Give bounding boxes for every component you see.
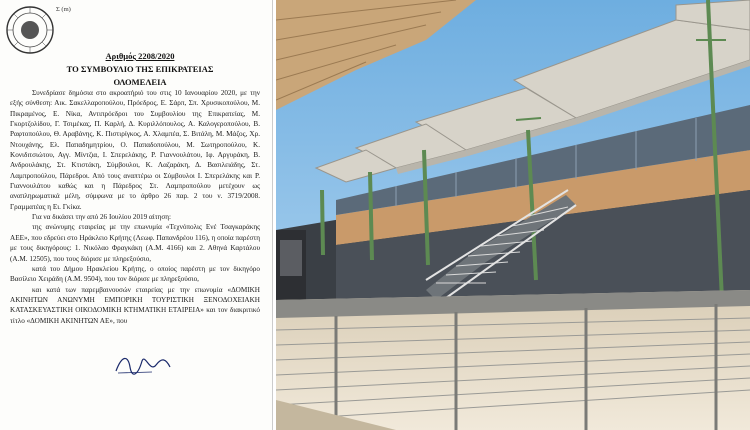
document-body — [10, 88, 260, 326]
stamp-label: Σ (m) — [56, 6, 71, 13]
court-document — [0, 0, 273, 430]
building-photo — [276, 0, 750, 430]
paragraph-petition: Για να δικάσει την από 26 Ιουλίου 2019 αίτηση: — [32, 213, 172, 222]
paragraph-respondent: κατά του Δήμου Ηρακλείου Κρήτης, ο οποίος παρέστη με τον δικηγόρο Βασίλειο Χειράδη (Α.Μ. 9504), που τον διόρισε με πληρεξούσιο, — [10, 264, 260, 284]
paragraph-composition: Συνεδρίασε δημόσια στο ακροατήριό του στις 10 Ιανουαρίου 2020, με την εξής σύνθεση: Αικ. Σακελλαροπούλου, Πρόεδρος, Ε. Σάρπ, Σπ. Χρυσικοπούλου, Μ. Πικραμένος, Ε. Νίκα, Αντιπρόεδροι του Συμβουλίου της Επικρατείας, Μ. Γκορτζολίδου, Γ. Τσιμέκας, Π. Καρλή, Δ. Κυριλλόπουλος, Α. Καλογεροπούλου, Β. Ραφτοπούλου, Θ. Αραβάνης, Κ. Πιστιρίγκος, Α. Χλαμπέα, Σ. Βιτάλη, Μ. Μάζος, Χρ. Ντουχάνης, Ελ. Παπαδημητρίου, Ο. Παπαδοπούλου, Μ. Σωτηροπούλου, Κ. Κονιδιτσιώτου, Αγγ. Μίντζια, Ι. Σπερελάκης, Ρ. Γιαννουλάτου, Ιφ. Αργυράκη, Β. Ανδρουλάκης, Στ. Κτιστάκη, Σύμβουλοι, Κ. Λαζαράκη, Δ. Βασιλειάδης, Στ. Λαμπροπούλου, Πάρεδροι. Από τους αναπτέρω οι Σύμβουλοι Ι. Σπερελάκης και Ρ. Γιαννουλάτου καθώς και η Πάρεδρος Στ. Λαμπροπούλου μετέχουν ως αναπληρωματικά μέλη, σύμφωνα με το άρθρο 26 παρ. 2 του ν. 3719/2008. Γραμματέας η Ει. Γκίκα. — [10, 89, 260, 211]
station-scene — [276, 0, 750, 430]
paragraph-petitioner: της ανώνυμης εταιρείας με την επωνυμία «Τεχνόπολις Ενέ Τσαγκαράκης ΑΕΕ», που εδρεύει στο Ηράκλειο Κρήτης (Λεωφ. Παπανδρέου 116), η οποία παρέστη με τους δικηγόρους: 1. Νικόλαο Φραγκάκη (Α.Μ. 4166) και 2. Αθηνά Καρτάλου (Α.Μ. 12505), που τους διόρισε με πληρεξούσιο, — [10, 223, 260, 263]
council-title: ΤΟ ΣΥΜΒΟΥΛΙΟ ΤΗΣ ΕΠΙΚΡΑΤΕΙΑΣ — [66, 64, 214, 74]
session-title: ΟΛΟΜΕΛΕΙΑ — [113, 77, 167, 87]
paragraph-intervener: και κατά των παρεμβαινουσών εταιρείας με την επωνυμία «ΔΟΜΙΚΗ ΑΚΙΝΗΤΩΝ ΑΝΩΝΥΜΗ ΕΜΠΟΡΙΚΗ ΤΟΥΡΙΣΤΙΚΗ ΞΕΝΟΔΟΧΕΙΑΚΗ ΚΑΤΑΣΚΕΥΑΣΤΙΚΗ ΟΙΚΟΔΟΜΙΚΗ ΚΤΗΜΑΤΙΚΗ ΕΤΑΙΡΕΙΑ» και τον διακριτικό τίτλο «ΔΟΜΙΚΗ ΑΚΙΝΗΤΩΝ ΑΕ», που — [10, 285, 260, 325]
decision-number: Αριθμός 2208/2020 — [105, 51, 175, 61]
handwritten-signature-icon — [112, 353, 172, 377]
court-seal-icon — [4, 4, 56, 56]
